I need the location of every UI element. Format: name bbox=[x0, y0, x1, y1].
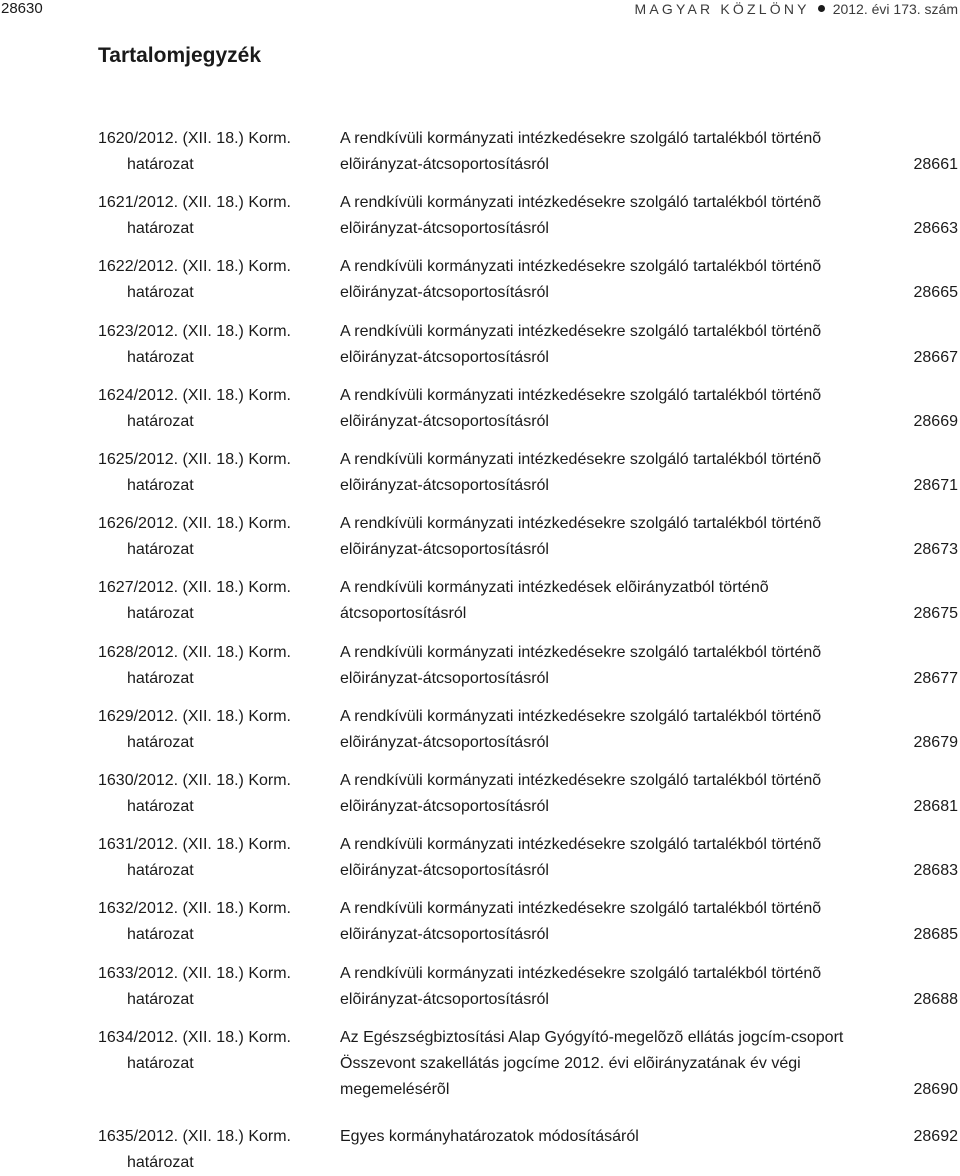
entry-kind: határozat bbox=[127, 349, 194, 366]
entry-description-line: elõirányzat-átcsoportosításról bbox=[340, 670, 549, 687]
entry-reference bbox=[98, 896, 328, 948]
running-head bbox=[634, 0, 958, 18]
entry-description-line: Az Egészségbiztosítási Alap Gyógyító-megelõzõ ellátás jogcím-csoport bbox=[340, 1029, 844, 1046]
entry-reference bbox=[98, 254, 328, 306]
entry-description-line: elõirányzat-átcsoportosításról bbox=[340, 541, 549, 558]
entry-description-line: A rendkívüli kormányzati intézkedésekre szolgáló tartalékból történõ bbox=[340, 772, 822, 789]
entry-ref-number: 1630/2012. (XII. 18.) Korm. bbox=[98, 772, 291, 789]
entry-page-number: 28690 bbox=[913, 1081, 958, 1098]
entry-description-line: A rendkívüli kormányzati intézkedésekre szolgáló tartalékból történõ bbox=[340, 965, 822, 982]
entry-page-number: 28663 bbox=[913, 220, 958, 237]
entry-description bbox=[340, 832, 880, 884]
entry-description-line: A rendkívüli kormányzati intézkedésekre szolgáló tartalékból történõ bbox=[340, 900, 822, 917]
entry-reference bbox=[98, 1124, 328, 1176]
entry-reference bbox=[98, 961, 328, 1013]
entry-page-number: 28688 bbox=[913, 991, 958, 1008]
entry-kind: határozat bbox=[127, 156, 194, 173]
entry-description-line: elõirányzat-átcsoportosításról bbox=[340, 220, 549, 237]
entry-reference bbox=[98, 704, 328, 756]
entry-description bbox=[340, 768, 880, 820]
entry-page-number: 28683 bbox=[913, 862, 958, 879]
entry-page-number: 28679 bbox=[913, 734, 958, 751]
entry-reference bbox=[98, 1025, 328, 1077]
entry-ref-number: 1620/2012. (XII. 18.) Korm. bbox=[98, 130, 291, 147]
entry-kind: határozat bbox=[127, 413, 194, 430]
entry-reference bbox=[98, 768, 328, 820]
entry-description bbox=[340, 190, 880, 242]
entry-reference bbox=[98, 126, 328, 178]
entry-ref-number: 1621/2012. (XII. 18.) Korm. bbox=[98, 194, 291, 211]
entry-description-line: Egyes kormányhatározatok módosításáról bbox=[340, 1128, 639, 1145]
entry-description-line: elõirányzat-átcsoportosításról bbox=[340, 413, 549, 430]
entry-page-number: 28671 bbox=[913, 477, 958, 494]
entry-kind: határozat bbox=[127, 798, 194, 815]
entry-reference bbox=[98, 190, 328, 242]
entry-page-number: 28661 bbox=[913, 156, 958, 173]
entry-description bbox=[340, 447, 880, 499]
entry-ref-number: 1632/2012. (XII. 18.) Korm. bbox=[98, 900, 291, 917]
entry-description bbox=[340, 704, 880, 756]
entry-description-line: elõirányzat-átcsoportosításról bbox=[340, 734, 549, 751]
entry-description bbox=[340, 383, 880, 435]
bullet-icon bbox=[818, 5, 825, 12]
entry-ref-number: 1625/2012. (XII. 18.) Korm. bbox=[98, 451, 291, 468]
entry-kind: határozat bbox=[127, 605, 194, 622]
entry-description-line: A rendkívüli kormányzati intézkedésekre szolgáló tartalékból történõ bbox=[340, 323, 822, 340]
entry-ref-number: 1622/2012. (XII. 18.) Korm. bbox=[98, 258, 291, 275]
entry-ref-number: 1628/2012. (XII. 18.) Korm. bbox=[98, 644, 291, 661]
entry-page-number: 28667 bbox=[913, 349, 958, 366]
entry-page-number: 28673 bbox=[913, 541, 958, 558]
entry-description-line: A rendkívüli kormányzati intézkedésekre szolgáló tartalékból történõ bbox=[340, 708, 822, 725]
entry-ref-number: 1631/2012. (XII. 18.) Korm. bbox=[98, 836, 291, 853]
entry-page-number: 28681 bbox=[913, 798, 958, 815]
entry-description-line: elõirányzat-átcsoportosításról bbox=[340, 477, 549, 494]
entry-description-line: A rendkívüli kormányzati intézkedések elõirányzatból történõ bbox=[340, 579, 769, 596]
page-title: Tartalomjegyzék bbox=[98, 44, 262, 67]
entry-description-line: elõirányzat-átcsoportosításról bbox=[340, 862, 549, 879]
entry-description-line: elõirányzat-átcsoportosításról bbox=[340, 926, 549, 943]
entry-description-line: A rendkívüli kormányzati intézkedésekre szolgáló tartalékból történõ bbox=[340, 451, 822, 468]
entry-kind: határozat bbox=[127, 862, 194, 879]
entry-description bbox=[340, 319, 880, 371]
entry-ref-number: 1629/2012. (XII. 18.) Korm. bbox=[98, 708, 291, 725]
entry-kind: határozat bbox=[127, 1055, 194, 1072]
entry-description bbox=[340, 640, 880, 692]
entry-kind: határozat bbox=[127, 926, 194, 943]
entry-ref-number: 1626/2012. (XII. 18.) Korm. bbox=[98, 515, 291, 532]
entry-kind: határozat bbox=[127, 991, 194, 1008]
entry-kind: határozat bbox=[127, 220, 194, 237]
entry-description-line: elõirányzat-átcsoportosításról bbox=[340, 156, 549, 173]
entry-description-line: A rendkívüli kormányzati intézkedésekre szolgáló tartalékból történõ bbox=[340, 387, 822, 404]
entry-reference bbox=[98, 319, 328, 371]
entry-page-number: 28677 bbox=[913, 670, 958, 687]
entry-kind: határozat bbox=[127, 541, 194, 558]
entry-description-line: elõirányzat-átcsoportosításról bbox=[340, 798, 549, 815]
entry-description bbox=[340, 126, 880, 178]
entry-description bbox=[340, 511, 880, 563]
entry-page-number: 28685 bbox=[913, 926, 958, 943]
page-number: 28630 bbox=[1, 0, 43, 17]
entry-description-line: elõirányzat-átcsoportosításról bbox=[340, 284, 549, 301]
entry-reference bbox=[98, 575, 328, 627]
entry-description-line: Összevont szakellátás jogcíme 2012. évi elõirányzatának év végi bbox=[340, 1055, 801, 1072]
entry-description bbox=[340, 254, 880, 306]
entry-description bbox=[340, 1025, 880, 1103]
entry-description-line: A rendkívüli kormányzati intézkedésekre szolgáló tartalékból történõ bbox=[340, 644, 822, 661]
entry-kind: határozat bbox=[127, 1154, 194, 1171]
entry-page-number: 28675 bbox=[913, 605, 958, 622]
journal-name: MAGYAR KÖZLÖNY bbox=[634, 1, 810, 17]
entry-ref-number: 1635/2012. (XII. 18.) Korm. bbox=[98, 1128, 291, 1145]
entry-kind: határozat bbox=[127, 670, 194, 687]
entry-reference bbox=[98, 640, 328, 692]
entry-reference bbox=[98, 447, 328, 499]
entry-description-line: elõirányzat-átcsoportosításról bbox=[340, 349, 549, 366]
entry-ref-number: 1633/2012. (XII. 18.) Korm. bbox=[98, 965, 291, 982]
entry-page-number: 28669 bbox=[913, 413, 958, 430]
entry-description-line: A rendkívüli kormányzati intézkedésekre szolgáló tartalékból történõ bbox=[340, 836, 822, 853]
entry-description-line: átcsoportosításról bbox=[340, 605, 467, 622]
entry-description-line: elõirányzat-átcsoportosításról bbox=[340, 991, 549, 1008]
entry-description-line: A rendkívüli kormányzati intézkedésekre szolgáló tartalékból történõ bbox=[340, 194, 822, 211]
entry-description-line: megemelésérõl bbox=[340, 1081, 450, 1098]
entry-description bbox=[340, 575, 880, 627]
entry-page-number: 28665 bbox=[913, 284, 958, 301]
entry-reference bbox=[98, 511, 328, 563]
entry-description-line: A rendkívüli kormányzati intézkedésekre szolgáló tartalékból történõ bbox=[340, 130, 822, 147]
entry-kind: határozat bbox=[127, 477, 194, 494]
entry-reference bbox=[98, 383, 328, 435]
entry-ref-number: 1623/2012. (XII. 18.) Korm. bbox=[98, 323, 291, 340]
issue-label: 2012. évi 173. szám bbox=[832, 1, 958, 17]
entry-ref-number: 1624/2012. (XII. 18.) Korm. bbox=[98, 387, 291, 404]
entry-description-line: A rendkívüli kormányzati intézkedésekre szolgáló tartalékból történõ bbox=[340, 515, 822, 532]
entry-reference bbox=[98, 832, 328, 884]
entry-ref-number: 1627/2012. (XII. 18.) Korm. bbox=[98, 579, 291, 596]
entry-description bbox=[340, 896, 880, 948]
entry-description-line: A rendkívüli kormányzati intézkedésekre szolgáló tartalékból történõ bbox=[340, 258, 822, 275]
entry-description bbox=[340, 961, 880, 1013]
page-header bbox=[0, 0, 960, 24]
entry-kind: határozat bbox=[127, 284, 194, 301]
entry-page-number: 28692 bbox=[913, 1128, 958, 1145]
entry-description bbox=[340, 1124, 880, 1150]
entry-kind: határozat bbox=[127, 734, 194, 751]
entry-ref-number: 1634/2012. (XII. 18.) Korm. bbox=[98, 1029, 291, 1046]
